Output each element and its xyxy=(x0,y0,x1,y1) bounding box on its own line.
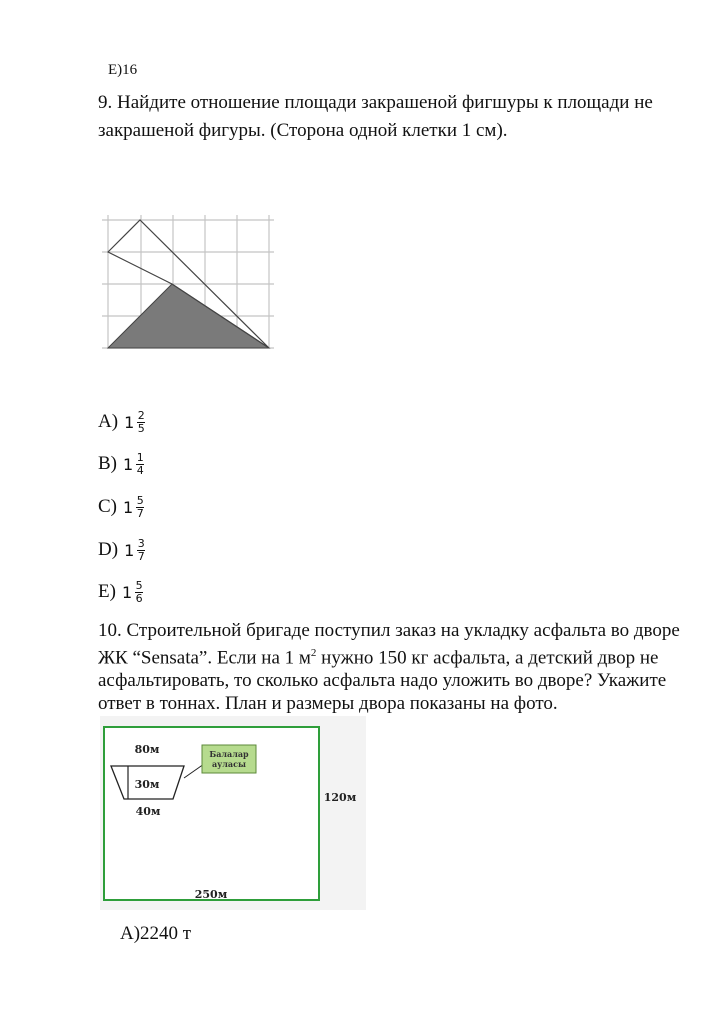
label-80m: 80м xyxy=(134,743,160,756)
option-d[interactable]: D) 1 $\frac{3}{7}$ xyxy=(98,536,145,563)
callout-line-2: ауласы xyxy=(211,759,247,769)
label-120m: 120м xyxy=(323,791,357,804)
option-c[interactable]: C) 1 $\frac{5}{7}$ xyxy=(98,493,144,520)
callout-line-1: Балалар xyxy=(209,749,249,759)
label-30m: 30м xyxy=(134,778,160,791)
question-10-option-a[interactable]: A)2240 т xyxy=(120,923,192,944)
question-10-text: 10. Строительной бригаде поступил заказ на укладку асфальта во дворе ЖК “Sensata”. Если на 1 $м^2$ нужно 150 кг асфальта, а детский двор не асфальтировать, то сколько асфальта надо уложить во дворе? Укажите ответ в тоннах. План и размеры двора показаны на фото. xyxy=(98,620,680,715)
yard-plan-figure xyxy=(100,716,366,910)
option-b[interactable]: B) 1 $\frac{1}{4}$ xyxy=(98,450,144,477)
question-9-grid-figure xyxy=(100,210,280,355)
question-9-text: 9. Найдите отношение площади закрашеной фигшуры к площади не закрашеной фигуры. (Сторона одной клетки 1 см). xyxy=(98,92,653,141)
label-250m: 250м xyxy=(194,888,228,901)
previous-answer: E)16 xyxy=(108,62,138,78)
option-a[interactable]: A) 1 $\frac{2}{5}$ xyxy=(98,408,145,435)
option-e[interactable]: E) 1 $\frac{5}{6}$ xyxy=(98,578,143,605)
label-40m: 40м xyxy=(135,805,161,818)
